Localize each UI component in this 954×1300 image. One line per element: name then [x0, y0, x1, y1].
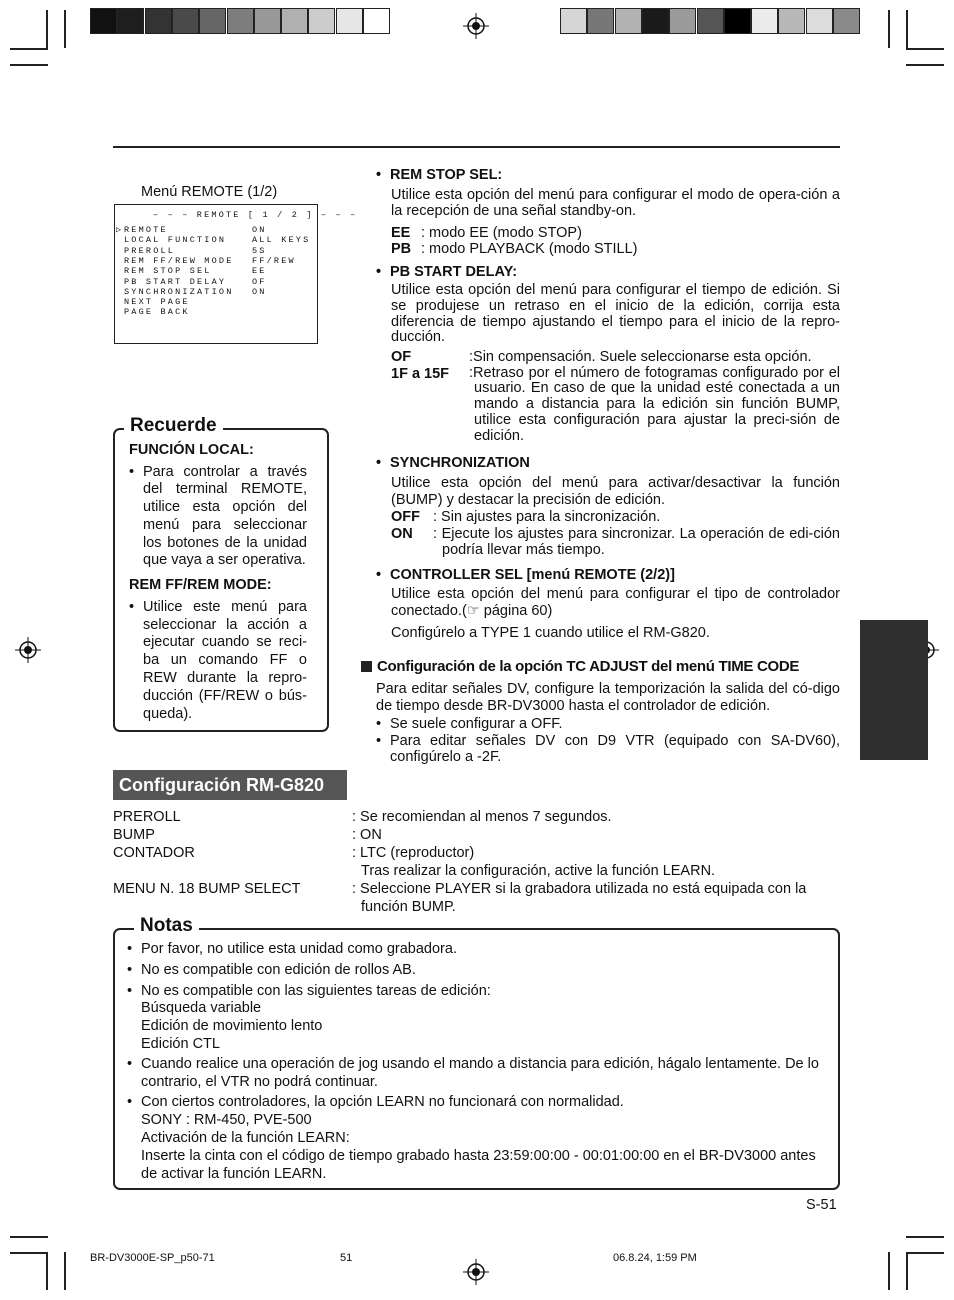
crop-mark	[64, 10, 66, 48]
nota-3-line-1: Búsqueda variable	[141, 1000, 262, 1017]
off-key: OFF	[391, 509, 420, 526]
rm-g820-label: PREROLL	[113, 809, 181, 825]
footer-page: 51	[340, 1252, 353, 1264]
menu-caption: Menú REMOTE (1/2)	[141, 184, 278, 200]
menu-screen-row-value: FF/REW	[252, 255, 296, 266]
menu-screen-row-value: EE	[252, 266, 267, 277]
color-swatch	[806, 8, 833, 34]
crop-mark	[64, 1252, 66, 1290]
notas-title: Notas	[134, 915, 199, 937]
color-swatch	[697, 8, 724, 34]
crop-mark	[10, 64, 48, 66]
color-swatch	[172, 8, 199, 34]
menu-screen-title: – – – REMOTE [ 1 / 2 ] – – –	[153, 210, 358, 220]
menu-screen-row-value: ON	[252, 225, 267, 235]
menu-screen-row-value: 5S	[252, 245, 267, 256]
rm-g820-label: BUMP	[113, 827, 155, 843]
rm-g820-value: : Se recomiendan al menos 7 segundos.	[352, 809, 612, 825]
controller-body-2: Configúrelo a TYPE 1 cuando utilice el RM-G820.	[391, 625, 710, 642]
frames-key: 1F a 15F	[391, 365, 450, 382]
crop-mark	[906, 10, 908, 48]
of-key: OF	[391, 349, 412, 366]
pb-start-heading: • PB START DELAY:	[376, 264, 840, 281]
color-swatch	[281, 8, 308, 34]
controller-body: Utilice esta opción del menú para configurar el tipo de controlador conectado.(☞ página 60)	[391, 586, 840, 619]
rm-g820-extra: Tras realizar la configuración, active la función LEARN.	[361, 863, 716, 879]
crop-mark	[10, 1236, 48, 1238]
recuerde-paragraph-ffrew: • Utilice este menú para seleccionar la acción a ejecutar cuando se reci-ba un comando FF o REW durante la repro-ducción (FF/REW o bús-queda).	[129, 599, 307, 724]
pb-value: : modo PLAYBACK (modo STILL)	[421, 241, 638, 257]
rm-g820-heading: Configuración RM-G820	[113, 770, 347, 800]
crop-mark	[46, 1252, 48, 1290]
page-number: S-51	[806, 1197, 837, 1213]
recuerde-heading-local: FUNCIÓN LOCAL:	[129, 442, 254, 458]
menu-screen-row-label: REMOTE	[124, 225, 168, 235]
crop-mark	[888, 1252, 890, 1290]
color-swatch	[254, 8, 281, 34]
menu-screen-row-label: PREROLL	[124, 245, 176, 256]
color-swatch	[199, 8, 226, 34]
ee-key: EE	[391, 224, 411, 241]
color-swatch	[145, 8, 172, 34]
footer-file: BR-DV3000E-SP_p50-71	[90, 1252, 215, 1264]
nota-3-line-2: Edición de movimiento lento	[141, 1018, 323, 1035]
color-swatch	[833, 8, 860, 34]
tc-adjust-content	[376, 681, 840, 766]
color-swatch	[587, 8, 614, 34]
recuerde-title: Recuerde	[124, 415, 223, 437]
rm-g820-extra: función BUMP.	[361, 899, 456, 915]
color-swatch	[227, 8, 254, 34]
recuerde-heading-ffrew: REM FF/REM MODE:	[129, 577, 272, 594]
frames-value: :Retraso por el número de fotogramas configurado por el usuario. En caso de que la unidad esté conectada a un mando a distancia para la edición sin función BUMP, utilice esta configuración para ajustar la preci-sión de edición.	[469, 364, 840, 444]
color-swatch	[778, 8, 805, 34]
menu-screen-row-label: PB START DELAY	[124, 276, 227, 287]
color-swatch	[642, 8, 669, 34]
tc-adjust-heading: Configuración de la opción TC ADJUST del menú TIME CODE	[377, 658, 800, 675]
rm-g820-label: MENU N. 18 BUMP SELECT	[113, 881, 301, 897]
nota-2: • No es compatible con edición de rollos AB.	[127, 962, 831, 980]
pb-start-body: Utilice esta opción del menú para configurar el tiempo de edición. Si se produjese un retraso en el inicio de la edición, corrija esta diferencia de tiempo ajustando el tiempo para el inicio de la repro-ducción.	[391, 282, 840, 346]
crop-mark	[906, 1236, 944, 1238]
crop-mark	[10, 1252, 48, 1254]
menu-screen-row-label: NEXT PAGE	[124, 297, 190, 308]
controller-heading: • CONTROLLER SEL [menú REMOTE (2/2)]	[376, 567, 840, 584]
registration-mark-icon	[463, 13, 489, 39]
menu-screen-row-label: PAGE BACK	[124, 307, 190, 318]
on-value: : Ejecute los ajustes para sincronizar. La operación de edi-ción podría llevar más tiempo.	[433, 525, 840, 559]
crop-mark	[906, 1252, 944, 1254]
crop-mark	[906, 64, 944, 66]
ee-value: : modo EE (modo STOP)	[421, 224, 582, 241]
nota-1: • Por favor, no utilice esta unidad como grabadora.	[127, 941, 831, 959]
rm-g820-value: : Seleccione PLAYER si la grabadora utilizada no está equipada con la	[352, 881, 807, 897]
notas-content	[127, 941, 831, 1183]
right-column	[376, 167, 840, 642]
registration-mark-icon	[15, 637, 41, 663]
rem-stop-body: Utilice esta opción del menú para configurar el modo de opera-ción a la recepción de una señal standby-on.	[391, 186, 840, 219]
nota-4: • Cuando realice una operación de jog usando el mando a distancia para edición, hágalo lentamente. De lo contrario, el VTR no podrá continuar.	[127, 1056, 831, 1092]
sync-body: Utilice esta opción del menú para activar/desactivar la función (BUMP) y destacar la precisión de edición.	[391, 475, 840, 508]
nota-5-line-3: Inserte la cinta con el código de tiempo grabado hasta 23:59:00:00 - 00:01:00:00 en el BR-DV3000 antes de activar la función LEARN.	[141, 1147, 816, 1182]
menu-screen-row-label: REM FF/REW MODE	[124, 255, 234, 266]
section-side-tab	[860, 620, 928, 760]
crop-mark	[46, 10, 48, 48]
menu-cursor-icon: ▷	[116, 225, 124, 235]
nota-3: • No es compatible con las siguientes tareas de edición:	[127, 983, 831, 1001]
pb-key: PB	[391, 241, 412, 257]
sync-heading: • SYNCHRONIZATION	[376, 455, 840, 472]
off-value: : Sin ajustes para la sincronización.	[433, 509, 661, 526]
color-swatch	[615, 8, 642, 34]
color-swatch	[90, 8, 117, 34]
tc-adjust-bullet-2: • Para editar señales DV con D9 VTR (equipado con SA-DV60), configúrelo a -2F.	[376, 733, 840, 766]
nota-5-line-2: Activación de la función LEARN:	[141, 1129, 350, 1146]
rm-g820-value: : ON	[352, 827, 382, 843]
menu-screen-row-label: REM STOP SEL	[124, 266, 212, 277]
menu-screen-row-value: ON	[252, 286, 267, 297]
recuerde-content	[129, 442, 307, 723]
of-value: :Sin compensación. Suele seleccionarse esta opción.	[469, 349, 812, 366]
color-swatch	[724, 8, 751, 34]
color-swatch	[560, 8, 587, 34]
color-swatch	[308, 8, 335, 34]
tc-adjust-bullet-1: • Se suele configurar a OFF.	[376, 716, 840, 733]
recuerde-paragraph-local: • Para controlar a través del terminal REMOTE, utilice esta opción del menú para seleccionar los botones de la unidad que vaya a ser operativa.	[129, 464, 307, 571]
crop-mark	[10, 48, 48, 50]
menu-screen-row-value: OF	[252, 276, 267, 287]
rm-g820-value: : LTC (reproductor)	[352, 845, 475, 861]
on-key: ON	[391, 525, 413, 542]
footer-date: 06.8.24, 1:59 PM	[613, 1252, 697, 1264]
crop-mark	[888, 10, 890, 48]
menu-screen-row-label: LOCAL FUNCTION	[124, 235, 227, 246]
nota-3-line-3: Edición CTL	[141, 1035, 220, 1052]
color-swatch	[751, 8, 778, 34]
menu-screen	[114, 204, 358, 344]
color-swatch	[336, 8, 363, 34]
nota-5: • Con ciertos controladores, la opción LEARN no funcionará con normalidad.	[127, 1094, 831, 1112]
crop-mark	[906, 48, 944, 50]
crop-mark	[906, 1252, 908, 1290]
top-rule	[113, 146, 840, 148]
rem-stop-heading: • REM STOP SEL:	[376, 167, 840, 184]
square-bullet-icon	[361, 661, 372, 672]
menu-screen-row-label: SYNCHRONIZATION	[124, 286, 234, 297]
registration-mark-icon	[463, 1259, 489, 1285]
color-swatch	[669, 8, 696, 34]
tc-adjust-body: Para editar señales DV, configure la temporización la salida del có-digo de tiempo desde BR-DV3000 hasta el controlador de edición.	[376, 681, 840, 714]
color-swatch	[117, 8, 144, 34]
rm-g820-label: CONTADOR	[113, 845, 195, 861]
nota-5-line-1: SONY : RM-450, PVE-500	[141, 1112, 312, 1129]
menu-screen-row-value: ALL KEYS	[252, 235, 311, 246]
color-swatch	[363, 8, 390, 34]
